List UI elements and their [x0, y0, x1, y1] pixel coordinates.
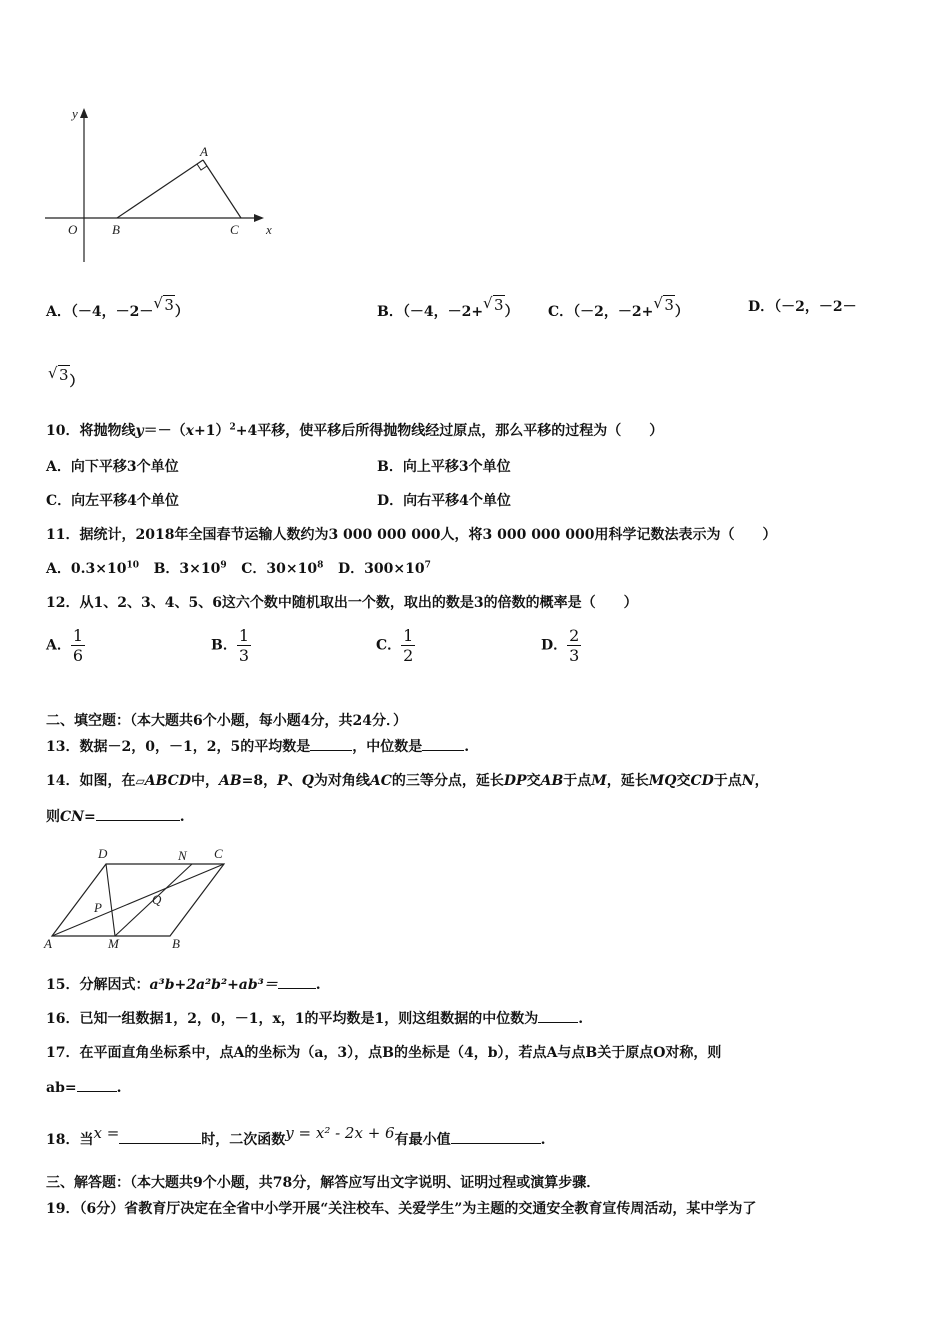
parallelogram-icon: ▱ — [135, 774, 145, 788]
label-b: B — [172, 936, 180, 951]
q11-options — [46, 558, 431, 578]
sqrt-sign: √ 3 — [653, 294, 674, 314]
answer-blank — [96, 820, 180, 821]
q12-stem: 12．从1、2、3、4、5、6这六个数中随机取出一个数，取出的数是3的倍数的概率是（ ） — [46, 595, 638, 611]
q10-option-a: A．向下平移3个单位 — [46, 459, 179, 475]
label-q: Q — [152, 892, 162, 907]
segment-dm — [106, 864, 115, 936]
q11-option-d: D．$300\times 10^7$ — [338, 560, 431, 577]
x-axis-arrow — [254, 214, 264, 222]
q10-stem: 10．将抛物线$y=-(x+1)^2+4$平移，使平移后所得抛物线经过原点，那么平移的过程为（ ） — [46, 422, 664, 439]
section-3-title: 三、解答题：（本大题共9个小题，共78分，解答应写出文字说明、证明过程或演算步骤． — [46, 1175, 601, 1191]
y-axis-arrow — [80, 108, 88, 118]
label-n: N — [178, 848, 187, 863]
q11-option-b: B．$3\times 10^9$ — [153, 560, 227, 577]
sqrt-sign: √ 3 — [483, 294, 504, 314]
diagonal-ac — [52, 864, 224, 936]
label-a: A — [200, 144, 208, 159]
q17-line1: 17．在平面直角坐标系中，点A的坐标为（a，3），点B的坐标是（4，b），若点A与点B关于原点O对称，则 — [46, 1045, 722, 1061]
q13: 13．数据－2，0，－1，2，5的平均数是 ，中位数是 . — [46, 739, 470, 755]
segment-ba — [117, 160, 203, 218]
q15: 15．分解因式：a³b+2a²b²+ab³＝ . — [46, 977, 321, 993]
answer-blank — [119, 1143, 201, 1144]
parallelogram-figure — [42, 840, 232, 955]
q9-option-a: A．（－4，－2－ √ 3） — [46, 294, 189, 320]
q16: 16．已知一组数据1，2，0，－1，x，1的平均数是1，则这组数据的中位数为 . — [46, 1011, 584, 1027]
label-p: P — [94, 900, 102, 915]
q17-line2: ab= . — [46, 1080, 122, 1096]
q9-option-c: C．（－2，－2+ √ 3） — [548, 294, 689, 320]
q18: 18．当x = 时，二次函数y = x² - 2x + 6有最小值 . — [46, 1124, 546, 1148]
q9-option-b: B．（－4，－2+ √ 3） — [377, 294, 519, 320]
answer-blank — [77, 1091, 117, 1092]
answer-blank — [310, 750, 352, 751]
q10-option-b: B．向上平移3个单位 — [377, 459, 511, 475]
label-x: x — [266, 222, 272, 237]
fraction: $\frac{1}{2}$ — [403, 626, 414, 665]
section-2-title: 二、填空题：（本大题共6个小题，每小题4分，共24分．） — [46, 713, 407, 729]
q14-line1: 14．如图，在▱ABCD中，AB=8，P、Q为对角线AC的三等分点，延长DP交AB于点M，延长MQ交CD于点N， — [46, 773, 769, 789]
label-b: B — [112, 222, 120, 237]
q11-option-c: C．$30\times 10^8$ — [241, 560, 324, 577]
label-o: O — [68, 222, 78, 237]
sqrt-sign: √ 3 — [153, 294, 174, 314]
fraction: $\frac{2}{3}$ — [569, 626, 580, 665]
segment-ac — [203, 160, 241, 218]
sqrt-sign: √ 3 — [48, 364, 69, 384]
label-d: D — [98, 846, 108, 861]
answer-blank — [422, 750, 464, 751]
label-y: y — [72, 106, 78, 121]
q11-stem: 11．据统计，2018年全国春节运输人数约为3 000 000 000人，将3 000 000 000用科学记数法表示为（ ） — [46, 527, 777, 543]
q12-option-a: A． $\frac{1}{6}$ — [46, 626, 84, 665]
q12-option-b: B． $\frac{1}{3}$ — [211, 626, 250, 665]
fraction: $\frac{1}{3}$ — [238, 626, 250, 665]
q12-option-c: C． $\frac{1}{2}$ — [376, 626, 414, 665]
label-c: C — [214, 846, 223, 861]
answer-blank — [451, 1143, 541, 1144]
answer-blank — [538, 1022, 578, 1023]
q10-option-d: D．向右平移4个单位 — [377, 493, 511, 509]
q12-option-d: D． $\frac{2}{3}$ — [541, 626, 580, 665]
q19: 19．（6分）省教育厅决定在全省中小学开展“关注校车、关爱学生”为主题的交通安全教育宣传周活动，某中学为了 — [46, 1201, 757, 1217]
q11-option-a: A．$0.3\times 10^{10}$ — [46, 560, 139, 577]
q14-line2: 则CN= . — [46, 809, 185, 825]
label-a: A — [44, 936, 52, 951]
q9-option-d-cont: √ 3） — [48, 364, 84, 390]
q9-option-d: D．（－2，－2－ — [748, 299, 857, 315]
label-c: C — [230, 222, 239, 237]
label-m: M — [108, 936, 119, 951]
fraction: $\frac{1}{6}$ — [72, 626, 84, 665]
triangle-coordinate-figure — [40, 100, 280, 270]
q10-option-c: C．向左平移4个单位 — [46, 493, 179, 509]
answer-blank — [278, 988, 316, 989]
